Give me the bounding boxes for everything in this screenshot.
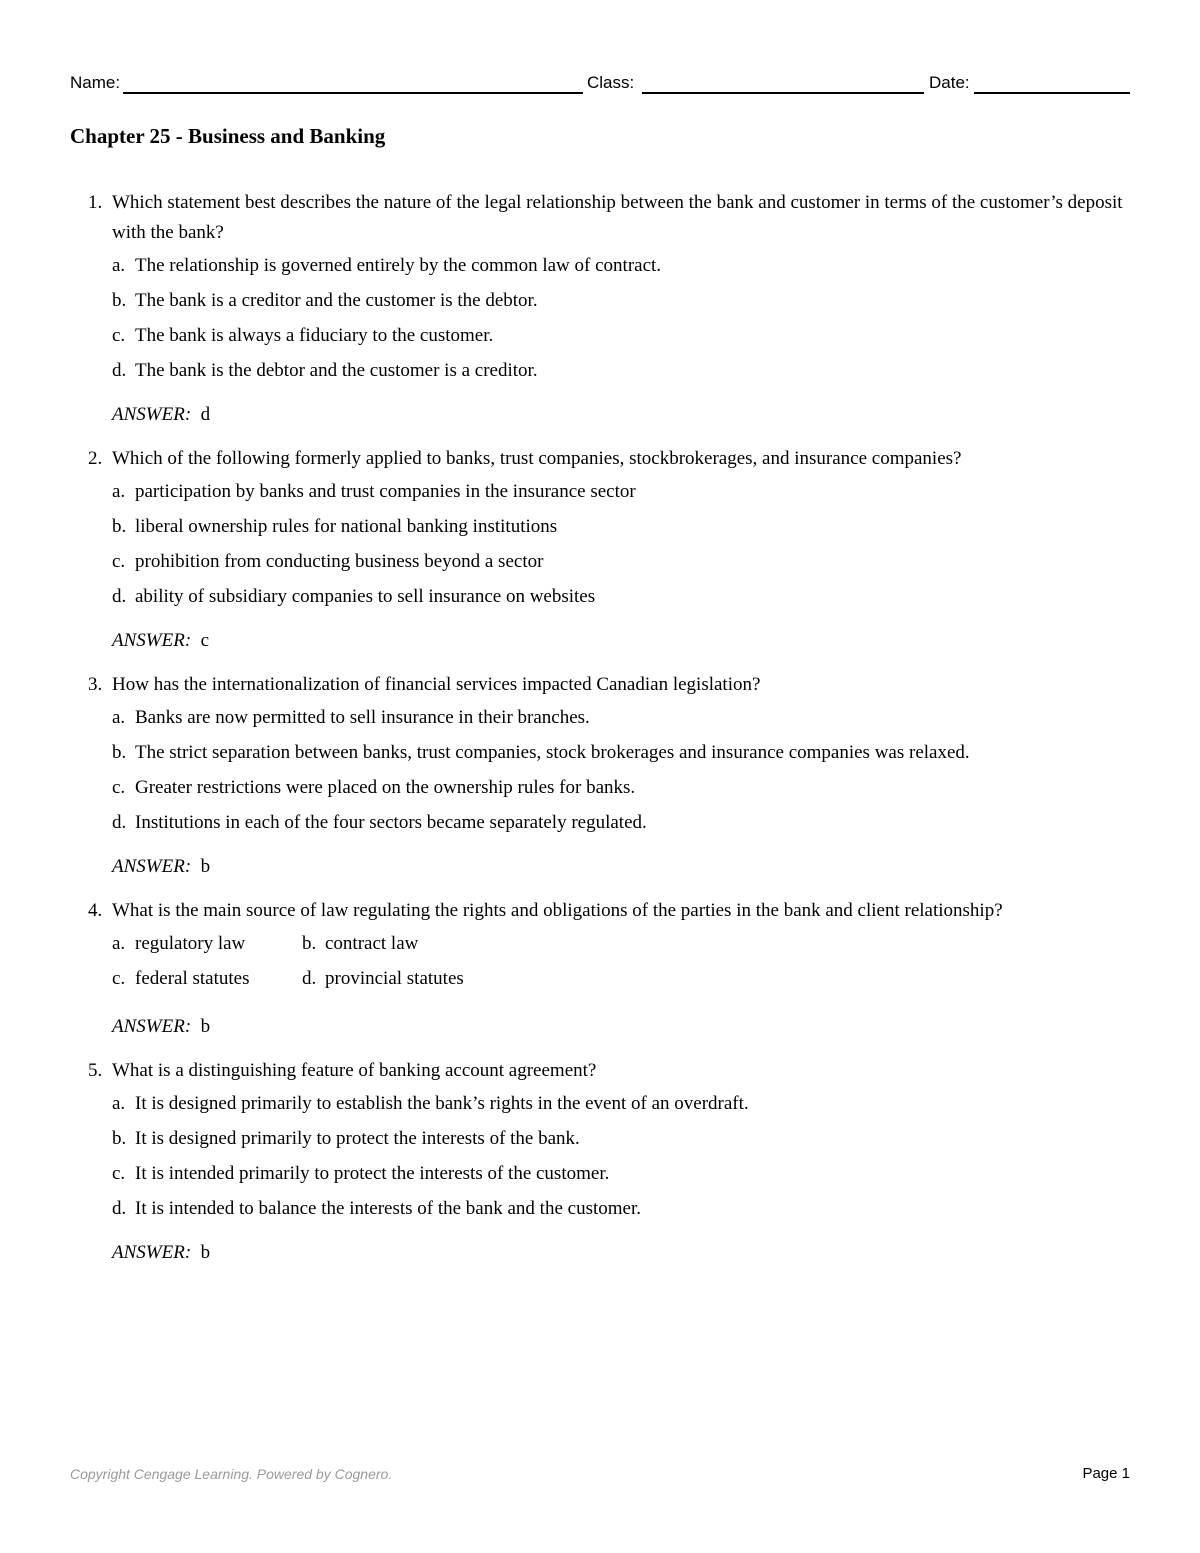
answer-line — [88, 1238, 1138, 1268]
option-a — [112, 251, 1138, 281]
option-d — [112, 1194, 1138, 1224]
answer-line — [88, 1012, 1138, 1042]
option-a — [112, 1089, 1138, 1119]
option-a — [112, 929, 302, 959]
question-stem — [88, 444, 1138, 474]
option-letter: c. — [112, 777, 126, 798]
question-number: 2. — [88, 448, 103, 469]
option-letter: a. — [112, 707, 126, 728]
question-stem — [88, 188, 1138, 248]
question-5 — [88, 1056, 1138, 1268]
answer-label: ANSWER: — [112, 856, 192, 877]
option-letter: a. — [112, 933, 126, 954]
option-c — [112, 547, 1138, 577]
option-b — [112, 738, 1138, 768]
option-text: It is designed primarily to establish the bank’s rights in the event of an overdraft. — [135, 1093, 749, 1114]
option-a — [112, 703, 1138, 733]
option-text: participation by banks and trust companies in the insurance sector — [135, 481, 636, 502]
question-stem — [88, 670, 1138, 700]
option-letter: b. — [112, 1128, 127, 1149]
question-number: 3. — [88, 674, 103, 695]
option-text: provincial statutes — [325, 968, 464, 989]
class-blank-line — [642, 92, 924, 94]
option-text: Greater restrictions were placed on the ownership rules for banks. — [135, 777, 636, 798]
answer-value: d — [200, 404, 211, 425]
option-letter: a. — [112, 255, 126, 276]
question-number: 1. — [88, 192, 103, 213]
option-letter: a. — [112, 481, 126, 502]
option-text: regulatory law — [135, 933, 246, 954]
option-text: prohibition from conducting business beyond a sector — [135, 551, 544, 572]
student-info-header — [70, 70, 1130, 98]
option-text: contract law — [325, 933, 419, 954]
option-d — [112, 356, 1138, 386]
option-b — [112, 1124, 1138, 1154]
question-2 — [88, 444, 1138, 656]
question-text: What is the main source of law regulating the rights and obligations of the parties in the bank and client relationship? — [112, 900, 1003, 921]
answer-value: b — [200, 856, 211, 877]
option-d — [112, 582, 1138, 612]
copyright-footer: Copyright Cengage Learning. Powered by Cognero. — [70, 1466, 393, 1482]
answer-value: b — [200, 1016, 211, 1037]
option-b — [112, 286, 1138, 316]
option-c — [112, 1159, 1138, 1189]
question-1 — [88, 188, 1138, 430]
option-letter: b. — [112, 290, 127, 311]
option-text: It is intended to balance the interests of the bank and the customer. — [135, 1198, 641, 1219]
option-list — [88, 929, 1138, 994]
answer-line — [88, 626, 1138, 656]
option-letter: c. — [112, 1163, 126, 1184]
question-text: Which statement best describes the nature of the legal relationship between the bank and customer in terms of the customer’s deposit with the bank? — [112, 192, 1123, 243]
option-d — [302, 964, 522, 994]
answer-label: ANSWER: — [112, 630, 192, 651]
option-c — [112, 964, 302, 994]
option-list — [88, 251, 1138, 386]
option-b — [112, 512, 1138, 542]
option-list — [88, 703, 1138, 838]
answer-label: ANSWER: — [112, 1016, 192, 1037]
chapter-title: Chapter 25 - Business and Banking — [70, 124, 386, 148]
answer-value: c — [200, 630, 210, 651]
class-label: Class: — [587, 73, 635, 92]
option-letter: c. — [112, 325, 126, 346]
option-letter: d. — [112, 812, 127, 833]
option-text: It is intended primarily to protect the interests of the customer. — [135, 1163, 610, 1184]
answer-line — [88, 400, 1138, 430]
question-list — [88, 188, 1138, 1282]
option-d — [112, 808, 1138, 838]
option-list — [88, 1089, 1138, 1224]
question-stem — [88, 896, 1138, 926]
question-text: What is a distinguishing feature of banking account agreement? — [112, 1060, 597, 1081]
option-letter: b. — [112, 742, 127, 763]
option-text: federal statutes — [135, 968, 250, 989]
option-text: The bank is the debtor and the customer is a creditor. — [135, 360, 538, 381]
option-text: liberal ownership rules for national banking institutions — [135, 516, 558, 537]
option-text: The relationship is governed entirely by the common law of contract. — [135, 255, 662, 276]
answer-label: ANSWER: — [112, 1242, 192, 1263]
question-number: 4. — [88, 900, 103, 921]
question-4 — [88, 896, 1138, 1042]
option-text: ability of subsidiary companies to sell insurance on websites — [135, 586, 596, 607]
name-label: Name: — [70, 73, 121, 92]
option-text: The bank is a creditor and the customer is the debtor. — [135, 290, 538, 311]
option-letter: c. — [112, 551, 126, 572]
question-3 — [88, 670, 1138, 882]
name-blank-line — [123, 92, 583, 94]
option-letter: a. — [112, 1093, 126, 1114]
question-text: How has the internationalization of financial services impacted Canadian legislation? — [112, 674, 761, 695]
option-text: The bank is always a fiduciary to the customer. — [135, 325, 494, 346]
option-letter: d. — [112, 360, 127, 381]
option-letter: d. — [112, 586, 127, 607]
answer-line — [88, 852, 1138, 882]
option-text: It is designed primarily to protect the interests of the bank. — [135, 1128, 580, 1149]
date-label: Date: — [929, 73, 970, 92]
option-list — [88, 477, 1138, 612]
question-number: 5. — [88, 1060, 103, 1081]
question-text: Which of the following formerly applied to banks, trust companies, stockbrokerages, and insurance companies? — [112, 448, 962, 469]
option-b — [302, 929, 522, 959]
option-text: Banks are now permitted to sell insurance in their branches. — [135, 707, 590, 728]
option-c — [112, 321, 1138, 351]
option-text: Institutions in each of the four sectors became separately regulated. — [135, 812, 647, 833]
question-stem — [88, 1056, 1138, 1086]
answer-value: b — [200, 1242, 211, 1263]
option-letter: d. — [302, 968, 317, 989]
option-letter: b. — [302, 933, 317, 954]
answer-label: ANSWER: — [112, 404, 192, 425]
option-c — [112, 773, 1138, 803]
page-number: Page 1 — [1082, 1465, 1130, 1482]
option-text: The strict separation between banks, trust companies, stock brokerages and insurance companies was relaxed. — [135, 742, 970, 763]
option-letter: b. — [112, 516, 127, 537]
option-letter: d. — [112, 1198, 127, 1219]
date-blank-line — [974, 92, 1130, 94]
option-letter: c. — [112, 968, 126, 989]
option-a — [112, 477, 1138, 507]
